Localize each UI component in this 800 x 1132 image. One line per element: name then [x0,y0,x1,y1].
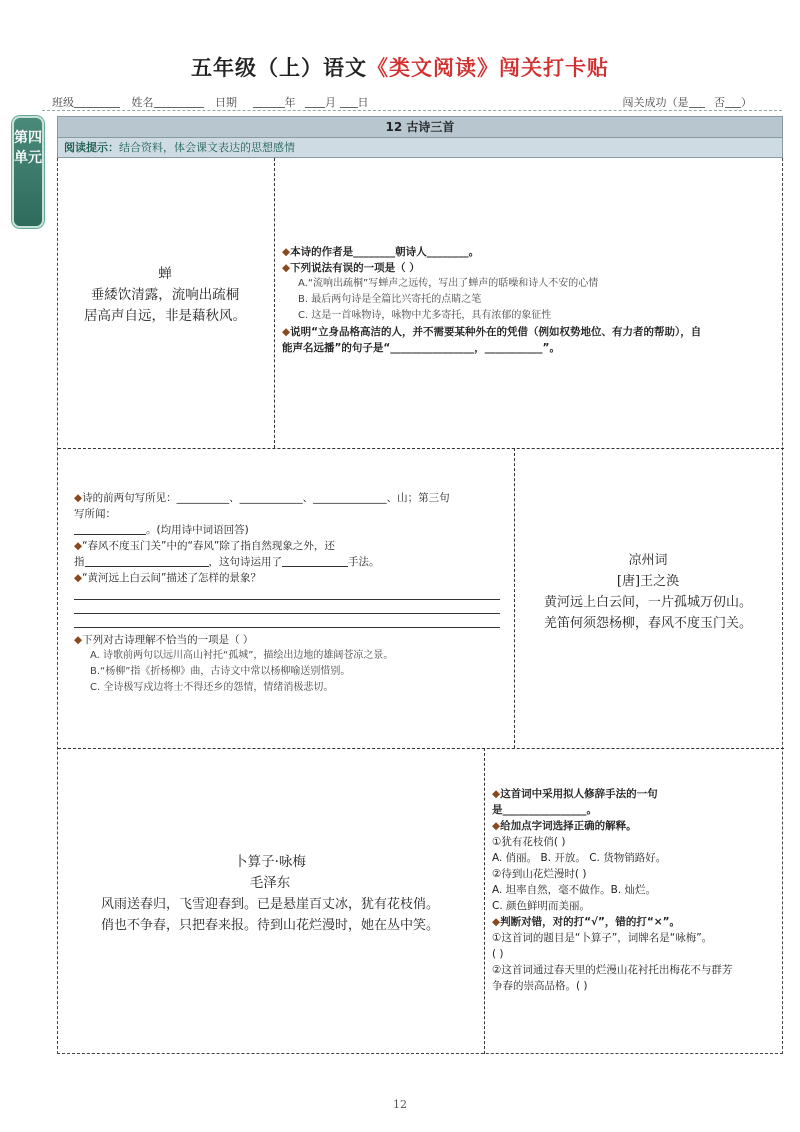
lesson-header [57,116,783,138]
page-title: 五年级（上）语文《类文阅读》闯关打卡贴 [191,56,609,80]
sub-question[interactable]: ①这首词的题目是“卜算子”，词牌名是“咏梅”。 [492,932,713,944]
options[interactable]: A. 坦率自然，毫不做作。B. 灿烂。 [492,884,657,896]
question[interactable]: 给加点字词选择正确的解释。 [500,820,637,832]
option-a[interactable]: A.“流响出疏桐”写蝉声之远传，写出了蝉声的聒噪和诗人不安的心情 [298,278,599,289]
poem-busuanzi [60,852,480,936]
tip-text: 结合资料，体会课文表达的思想感情 [119,141,295,154]
question[interactable]: 这首词中采用拟人修辞手法的一句 [500,788,658,800]
yes-blank[interactable] [689,96,705,108]
answer-line[interactable] [74,586,500,600]
poem-author: 毛泽东 [249,875,291,891]
top-divider [42,110,782,111]
questions-liangzhouci: ◆诗的前两句写所见：__________、____________、______________、山；第三句 写所闻： 。(均用诗中词语回答) ◆“春风不度玉门关”中的“春风”除了指自然现象之外，还 指 ，这句诗运用了 手法。 ◆“黄河远上白云间”描述了怎样的景象？ ◆下列对古诗理解不恰当的一项是（ ） A. 诗歌前两句以远川高山衬托“孤城”，描绘出边地的雄阔苍凉之景。 B.“杨柳”指《折杨柳》曲，古诗文中常以杨柳喻送别惜别。 C. 全诗极写戍边将士不得还乡的怨情，情绪消极悲切。 [74,490,500,696]
question-cont: 写所闻： [74,508,116,520]
answer-blank[interactable] [74,524,146,535]
section-divider-2 [58,748,784,749]
question[interactable]: “春风不度玉门关”中的“春风”除了指自然现象之外，还 [82,540,335,552]
poem-line: 垂緌饮清露，流响出疏桐 [90,287,240,303]
month-blank[interactable] [305,96,325,108]
question[interactable]: 本诗的作者是________朝诗人________。 [290,246,480,258]
answer-line[interactable] [74,614,500,628]
poem-line: 俏也不争春，只把春来报。待到山花烂漫时，她在丛中笑。 [100,918,439,933]
poem-line: 黄河远上白云间，一片孤城万仞山。 [543,595,752,610]
date-label: 日期 [215,96,237,109]
pass-status: 闯关成功（是 否 ） [622,96,752,109]
sub-question-cont[interactable]: 争春的崇高品格。( ) [492,980,588,992]
question-cont[interactable]: 是________________。 [492,804,597,816]
option-a[interactable]: A. 诗歌前两句以远川高山衬托“孤城”，描绘出边地的雄阔苍凉之景。 [90,650,394,661]
year-blank[interactable] [253,96,285,108]
poem-line: 羌笛何须怨杨柳，春风不度玉门关。 [543,616,752,631]
answer-line[interactable] [74,600,500,614]
poem-chan [60,264,270,327]
option-c[interactable]: C. 全诗极写戍边将士不得还乡的怨情，情绪消极悲切。 [90,682,334,693]
sub-question[interactable]: ②这首词通过春天里的烂漫山花衬托出梅花不与群芳 [492,964,733,976]
column-divider-3 [484,748,485,1054]
no-blank[interactable] [725,96,741,108]
name-label: 姓名 [131,96,154,109]
options[interactable]: C. 颜色鲜明而美丽。 [492,900,591,912]
reading-tip [57,138,783,158]
column-divider-1 [274,158,275,448]
class-label: 班级 [52,96,74,109]
question[interactable]: 说明“立身品格高洁的人，并不需要某种外在的凭借（例如权势地位、有力者的帮助），自 [290,326,702,338]
option-b[interactable]: B. 最后两句诗是全篇比兴寄托的点睛之笔 [298,294,482,305]
question[interactable]: 诗的前两句写所见：__________、____________、______________、山；第三句 [82,492,450,504]
lesson-title: 12 古诗三首 [385,120,455,134]
answer-paren[interactable]: ( ) [492,948,504,960]
questions-busuanzi: ◆这首词中采用拟人修辞手法的一句 是________________。 ◆给加点字词选择正确的解释。 ①犹有花枝俏( ) A. 俏丽。 B. 开放。 C. 货物销路好。 ②待到山花烂漫时( ) A. 坦率自然，毫不做作。B. 灿烂。 C. 颜色鲜明而美丽。 ◆判断对错，对的打“√”，错的打“×”。 ①这首词的题目是“卜算子”，词牌名是“咏梅”。 ( ) ②这首词通过春天里的烂漫山花衬托出梅花不与群芳 争春的崇高品格。( ) [492,786,780,994]
question[interactable]: “黄河远上白云间”描述了怎样的景象？ [82,572,261,584]
answer-blank[interactable] [282,556,348,567]
option-b[interactable]: B.“杨柳”指《折杨柳》曲，古诗文中常以杨柳喻送别惜别。 [90,666,351,677]
column-divider-2 [514,448,515,748]
poem-title: 凉州词 [628,553,668,568]
options[interactable]: A. 俏丽。 B. 开放。 C. 货物销路好。 [492,852,667,864]
answer-blank[interactable] [85,556,209,567]
poem-title: 蝉 [158,266,172,282]
question-cont[interactable]: 能声名远播”的句子是“________________，___________”。 [282,342,560,354]
poem-title: 卜算子·咏梅 [234,854,306,870]
poem-line: 居高声自远，非是藉秋风。 [84,308,246,324]
unit-side-tab: 第四单元 [12,116,44,228]
sub-question[interactable]: ②待到山花烂漫时( ) [492,868,587,880]
poem-liangzhouci [516,550,780,634]
section-divider-1 [58,448,784,449]
question[interactable]: 下列说法有误的一项是（ ） [290,262,420,274]
poem-author: [唐]王之涣 [616,574,680,589]
class-blank[interactable] [74,96,120,108]
tip-label: 阅读提示： [64,141,119,154]
questions-chan: ◆本诗的作者是________朝诗人________。 ◆下列说法有误的一项是（ ） A.“流响出疏桐”写蝉声之远传，写出了蝉声的聒噪和诗人不安的心情 B. 最后两句诗是全篇比兴寄托的点睛之笔 C. 这是一首咏物诗，咏物中尤多寄托，具有浓郁的象征性 ◆说明“立身品格高洁的人，并不需要某种外在的凭借（例如权势地位、有力者的帮助），自 能声名远播”的句子是“________________，___________”。 [282,244,782,356]
sub-question[interactable]: ①犹有花枝俏( ) [492,836,566,848]
page-number: 12 [393,1098,407,1111]
question[interactable]: 判断对错，对的打“√”，错的打“×”。 [500,916,680,928]
option-c[interactable]: C. 这是一首咏物诗，咏物中尤多寄托，具有浓郁的象征性 [298,310,552,321]
question[interactable]: 下列对古诗理解不恰当的一项是（ ） [82,634,254,646]
day-blank[interactable] [340,96,358,108]
name-blank[interactable] [154,96,204,108]
poem-line: 风雨送春归，飞雪迎春到。已是悬崖百丈冰，犹有花枝俏。 [100,897,439,912]
